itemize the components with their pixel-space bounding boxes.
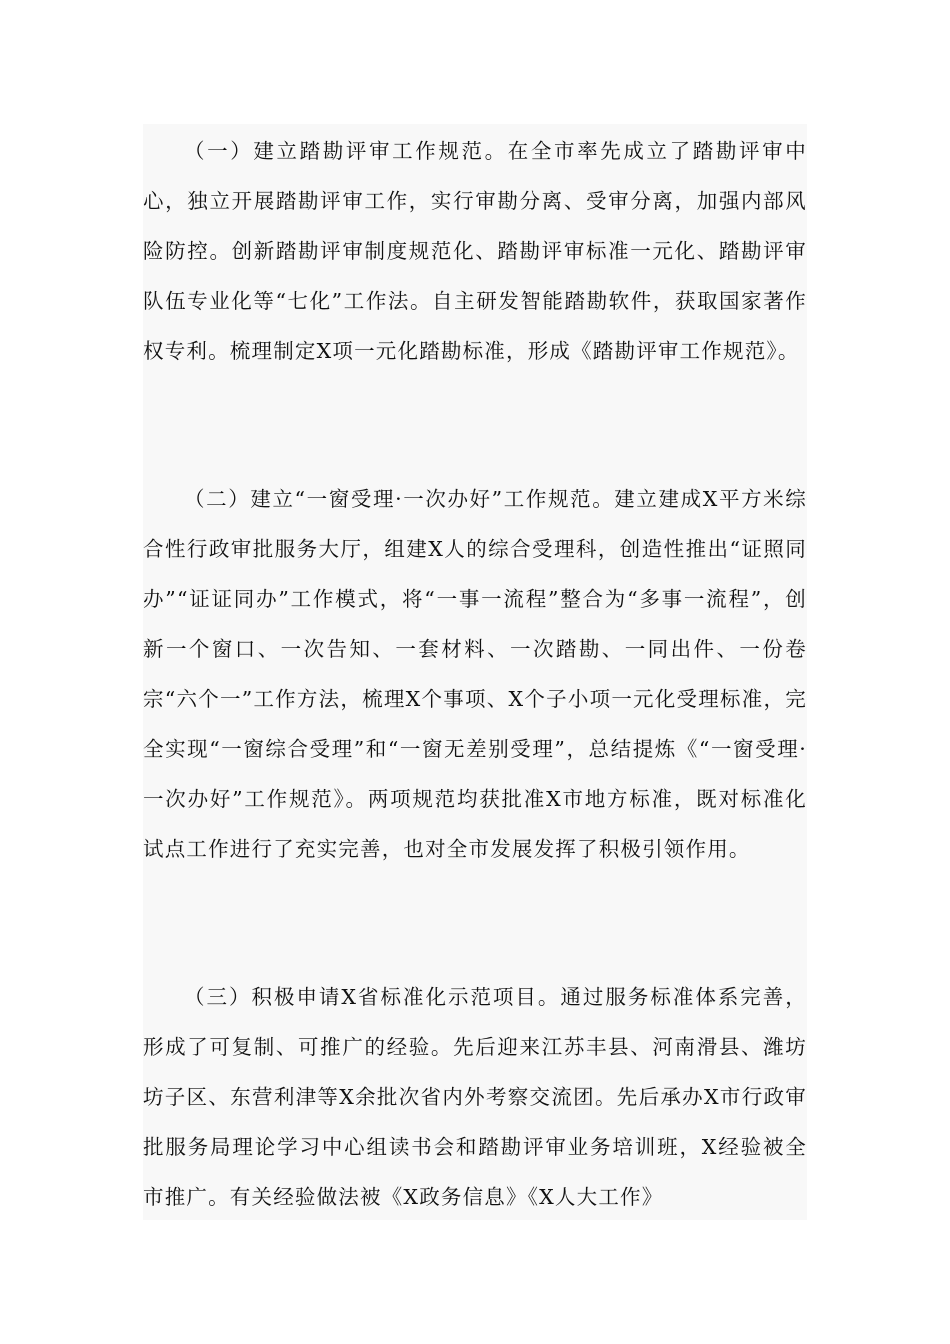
paragraph-1: （一）建立踏勘评审工作规范。在全市率先成立了踏勘评审中心，独立开展踏勘评审工作，实行审勘分离、受审分离，加强内部风险防控。创新踏勘评审制度规范化、踏勘评审标准一元化、踏勘评审队伍专业化等“七化”工作法。自主研发智能踏勘软件，获取国家著作权专利。梳理制定X项一元化踏勘标准，形成《踏勘评审工作规范》。 (143, 139, 807, 363)
paragraph-3: （三）积极申请X省标准化示范项目。通过服务标准体系完善，形成了可复制、可推广的经验。先后迎来江苏丰县、河南滑县、潍坊坊子区、东营利津等X余批次省内外考察交流团。先后承办X市行政审批服务局理论学习中心组读书会和踏勘评审业务培训班，X经验被全市推广。有关经验做法被《X政务信息》《X人大工作》 (143, 985, 807, 1209)
paragraph-2: （二）建立“一窗受理·一次办好”工作规范。建立建成X平方米综合性行政审批服务大厅，组建X人的综合受理科，创造性推出“证照同办”“证证同办”工作模式，将“一事一流程”整合为“多事一流程”，创新一个窗口、一次告知、一套材料、一次踏勘、一同出件、一份卷宗“六个一”工作方法，梳理X个事项、X个子小项一元化受理标准，完全实现“一窗综合受理”和“一窗无差别受理”，总结提炼《“一窗受理·一次办好”工作规范》。两项规范均获批准X市地方标准，既对标准化试点工作进行了充实完善，也对全市发展发挥了积极引领作用。 (143, 487, 807, 861)
